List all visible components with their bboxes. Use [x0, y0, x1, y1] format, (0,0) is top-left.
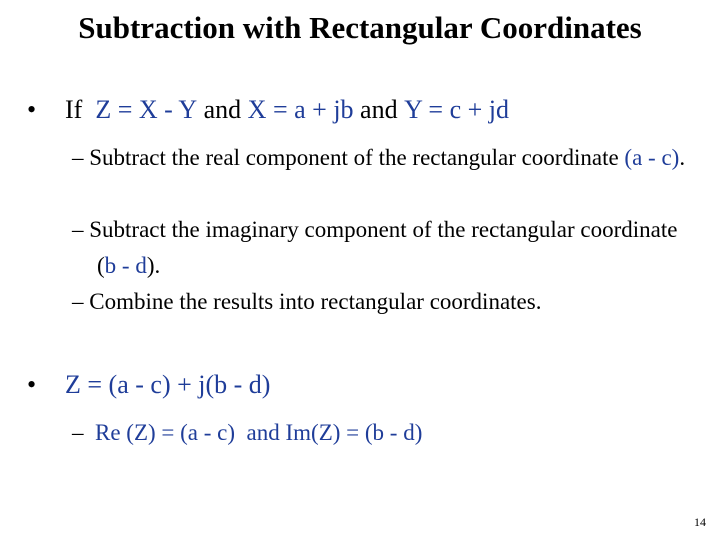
- period: .: [679, 145, 686, 170]
- paren-open: (: [97, 253, 105, 278]
- bullet-z-result: [27, 370, 270, 400]
- equation-x: X = a + jb: [247, 95, 354, 124]
- sub-bullet-imaginary: [72, 212, 697, 284]
- dash-marker: –: [72, 217, 84, 242]
- sub-text: Subtract the imaginary component of the rectangular coordinate: [89, 217, 678, 242]
- and-word: and: [360, 95, 398, 124]
- bullet-if-statement: [27, 95, 509, 125]
- page-number: 14: [694, 515, 706, 529]
- expression-a-minus-c: (a - c): [624, 145, 680, 170]
- equation-z: Z = X - Y: [95, 95, 198, 124]
- sub-text: Combine the results into rectangular coordinates.: [89, 289, 542, 314]
- paren-close: ).: [146, 253, 161, 278]
- and-word: and: [203, 95, 242, 124]
- bullet-marker: •: [27, 370, 37, 399]
- dash-marker: –: [72, 420, 84, 445]
- re-im-expression: Re (Z) = (a - c) and Im(Z) = (b - d): [95, 420, 423, 445]
- if-word: If: [65, 95, 83, 124]
- sub-bullet-re-im: [72, 415, 697, 451]
- bullet-marker: •: [27, 95, 37, 124]
- sub-bullet-real: [72, 140, 697, 176]
- dash-marker: –: [72, 145, 84, 170]
- slide-title: Subtraction with Rectangular Coordinates: [78, 10, 642, 45]
- equation-y: Y = c + jd: [404, 95, 509, 124]
- dash-marker: –: [72, 289, 84, 314]
- expression-b-minus-d: b - d: [104, 253, 147, 278]
- sub-bullet-combine: [72, 284, 697, 320]
- sub-text: Subtract the real component of the rectangular coordinate: [89, 145, 619, 170]
- equation-z-result: Z = (a - c) + j(b - d): [65, 370, 271, 399]
